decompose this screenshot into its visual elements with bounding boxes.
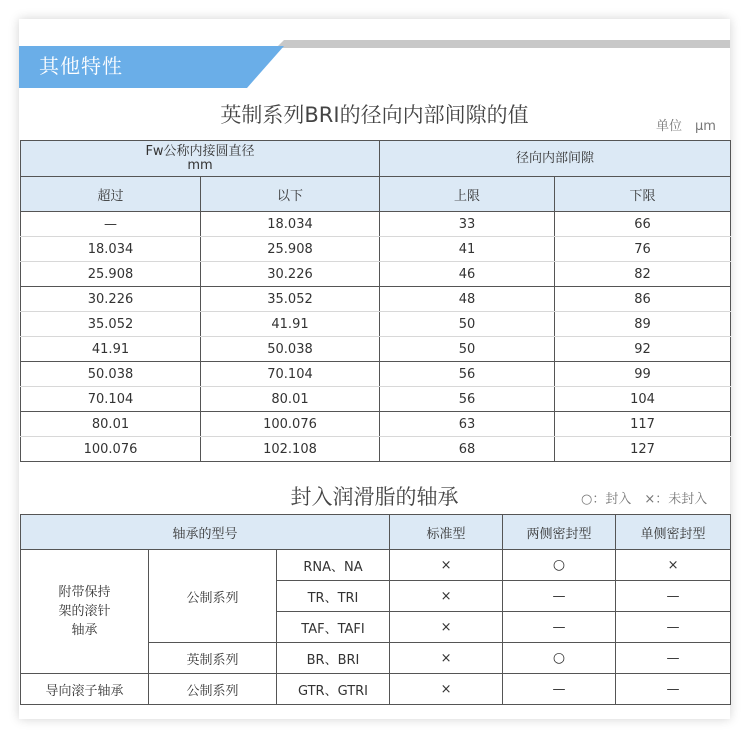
table-cell: 25.908 bbox=[201, 237, 380, 262]
mark-cell: — bbox=[503, 581, 616, 612]
table-row bbox=[21, 212, 731, 237]
table-cell: 70.104 bbox=[21, 387, 201, 412]
mark-cell: × bbox=[390, 550, 503, 581]
table-cell: 86 bbox=[555, 287, 731, 312]
needle-bearing-group bbox=[21, 550, 149, 674]
table-cell: 68 bbox=[380, 437, 555, 462]
header-banner-shape bbox=[19, 40, 730, 88]
clearance-table bbox=[20, 140, 731, 462]
table-cell: 50 bbox=[380, 337, 555, 362]
single-sealed-header: 单侧密封型 bbox=[616, 515, 731, 550]
table-row bbox=[21, 237, 731, 262]
section-header bbox=[19, 40, 730, 88]
both-sealed-header: 两侧密封型 bbox=[503, 515, 616, 550]
table-cell: 102.108 bbox=[201, 437, 380, 462]
table-cell: 50 bbox=[380, 312, 555, 337]
table-cell: 50.038 bbox=[21, 362, 201, 387]
table-row bbox=[21, 312, 731, 337]
mark-cell: × bbox=[390, 674, 503, 705]
mark-cell: — bbox=[616, 674, 731, 705]
mark-cell: ○ bbox=[503, 550, 616, 581]
clearance-table-title: 英制系列BRI的径向内部间隙的值 bbox=[220, 103, 529, 127]
table-row bbox=[21, 262, 731, 287]
diameter-header-label: Fw公称内接圆直径 bbox=[145, 143, 255, 159]
table-cell: 48 bbox=[380, 287, 555, 312]
table-row bbox=[21, 437, 731, 462]
table-row bbox=[21, 287, 731, 312]
guide-roller-group: 导向滚子轴承 bbox=[21, 674, 149, 705]
table-cell: 80.01 bbox=[201, 387, 380, 412]
table-cell: 100.076 bbox=[21, 437, 201, 462]
legend-label: ○：封入 ×：未封入 bbox=[581, 492, 708, 507]
model-cell: TAF、TAFI bbox=[277, 612, 390, 643]
table-cell: 33 bbox=[380, 212, 555, 237]
diameter-header bbox=[21, 141, 380, 177]
table-cell: 30.226 bbox=[201, 262, 380, 287]
table-cell: 35.052 bbox=[201, 287, 380, 312]
table-cell: 66 bbox=[555, 212, 731, 237]
table-cell: 104 bbox=[555, 387, 731, 412]
over-header: 超过 bbox=[21, 177, 201, 212]
mark-cell: — bbox=[616, 581, 731, 612]
lower-limit-header: 下限 bbox=[555, 177, 731, 212]
content-card bbox=[19, 19, 730, 719]
mark-cell: × bbox=[390, 581, 503, 612]
table-cell: 63 bbox=[380, 412, 555, 437]
metric-series-cell: 公制系列 bbox=[149, 550, 277, 643]
table-cell: 89 bbox=[555, 312, 731, 337]
model-cell: GTR、GTRI bbox=[277, 674, 390, 705]
unit-label: 单位 μm bbox=[656, 119, 716, 134]
section-title: 其他特性 bbox=[39, 54, 123, 78]
metric-series-cell: 公制系列 bbox=[149, 674, 277, 705]
table-cell: 117 bbox=[555, 412, 731, 437]
table-cell: 50.038 bbox=[201, 337, 380, 362]
table-row bbox=[21, 362, 731, 387]
table-row bbox=[21, 412, 731, 437]
standard-header: 标准型 bbox=[390, 515, 503, 550]
model-cell: BR、BRI bbox=[277, 643, 390, 674]
mark-cell: — bbox=[616, 643, 731, 674]
table-cell: 82 bbox=[555, 262, 731, 287]
table-cell: 41 bbox=[380, 237, 555, 262]
model-cell: RNA、NA bbox=[277, 550, 390, 581]
table-cell: 25.908 bbox=[21, 262, 201, 287]
diameter-unit-label: mm bbox=[187, 157, 213, 173]
table-cell: 80.01 bbox=[21, 412, 201, 437]
upper-limit-header: 上限 bbox=[380, 177, 555, 212]
table-row bbox=[21, 337, 731, 362]
table-cell: 92 bbox=[555, 337, 731, 362]
sealed-table-title: 封入润滑脂的轴承 bbox=[290, 485, 459, 509]
table-cell: 56 bbox=[380, 362, 555, 387]
table-cell: 127 bbox=[555, 437, 731, 462]
clearance-header: 径向内部间隙 bbox=[380, 141, 731, 177]
mark-cell: × bbox=[390, 612, 503, 643]
upto-header: 以下 bbox=[201, 177, 380, 212]
mark-cell: — bbox=[616, 612, 731, 643]
mark-cell: — bbox=[503, 612, 616, 643]
table-cell: 100.076 bbox=[201, 412, 380, 437]
table-cell: 41.91 bbox=[21, 337, 201, 362]
table-cell: — bbox=[21, 212, 201, 237]
sealed-table bbox=[20, 514, 731, 705]
needle-bearing-group-label: 附带保持 架的滚针 轴承 bbox=[58, 585, 111, 638]
table-cell: 56 bbox=[380, 387, 555, 412]
table-cell: 76 bbox=[555, 237, 731, 262]
table-cell: 99 bbox=[555, 362, 731, 387]
table-cell: 30.226 bbox=[21, 287, 201, 312]
mark-cell: ○ bbox=[503, 643, 616, 674]
table-cell: 18.034 bbox=[21, 237, 201, 262]
inch-series-cell: 英制系列 bbox=[149, 643, 277, 674]
mark-cell: × bbox=[390, 643, 503, 674]
table-cell: 35.052 bbox=[21, 312, 201, 337]
mark-cell: × bbox=[616, 550, 731, 581]
model-cell: TR、TRI bbox=[277, 581, 390, 612]
table-cell: 41.91 bbox=[201, 312, 380, 337]
mark-cell: — bbox=[503, 674, 616, 705]
table-cell: 70.104 bbox=[201, 362, 380, 387]
type-header: 轴承的型号 bbox=[21, 515, 390, 550]
clearance-table-body bbox=[21, 212, 731, 462]
table-cell: 18.034 bbox=[201, 212, 380, 237]
table-row bbox=[21, 387, 731, 412]
table-cell: 46 bbox=[380, 262, 555, 287]
